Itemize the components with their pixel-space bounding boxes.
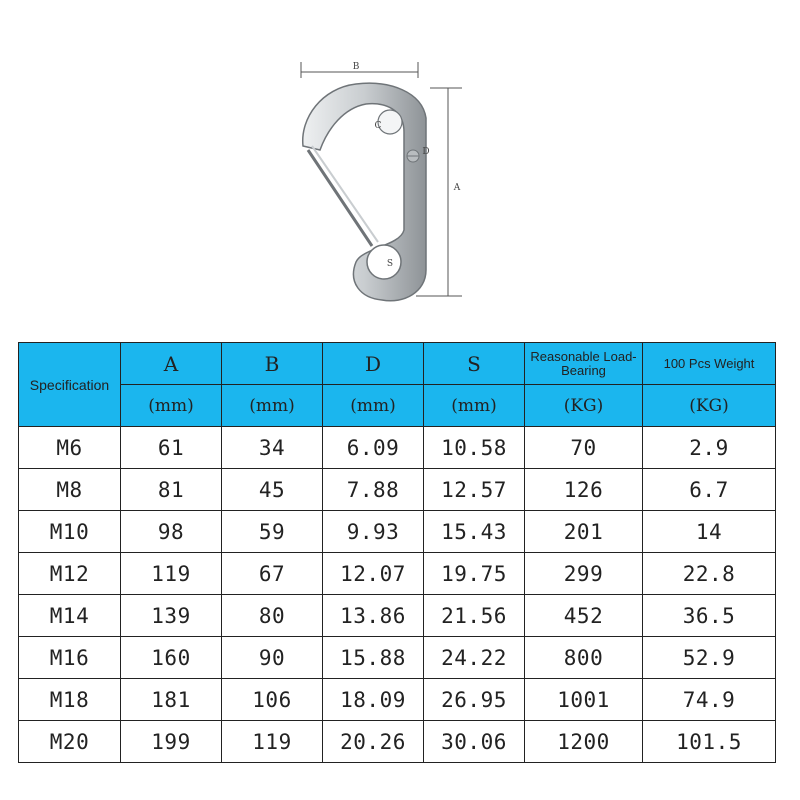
label-s: S: [386, 259, 394, 269]
header-row-units: [19, 385, 776, 427]
cell-load-bearing: 1200: [525, 721, 643, 763]
dimension-b: [301, 62, 418, 78]
table-row: [19, 595, 776, 637]
cell-a: 181: [121, 679, 222, 721]
cell-s: 15.43: [424, 511, 525, 553]
cell-spec: M8: [19, 469, 121, 511]
cell-d: 18.09: [323, 679, 424, 721]
cell-spec: M16: [19, 637, 121, 679]
cell-s: 10.58: [424, 427, 525, 469]
cell-a: 199: [121, 721, 222, 763]
label-a: A: [453, 183, 461, 193]
cell-s: 26.95: [424, 679, 525, 721]
table-row: [19, 679, 776, 721]
cell-d: 12.07: [323, 553, 424, 595]
cell-b: 67: [222, 553, 323, 595]
label-b: B: [352, 62, 360, 72]
unit-b: (mm): [222, 385, 323, 427]
cell-spec: M18: [19, 679, 121, 721]
cell-s: 19.75: [424, 553, 525, 595]
cell-d: 6.09: [323, 427, 424, 469]
header-specification: Specification: [19, 343, 121, 427]
cell-s: 21.56: [424, 595, 525, 637]
cell-b: 45: [222, 469, 323, 511]
cell-spec: M6: [19, 427, 121, 469]
header-s: S: [424, 343, 525, 385]
cell-b: 80: [222, 595, 323, 637]
carabiner-gate: [308, 146, 378, 246]
cell-weight: 22.8: [643, 553, 776, 595]
unit-weight: (KG): [643, 385, 776, 427]
header-weight: 100 Pcs Weight: [643, 343, 776, 385]
unit-d: (mm): [323, 385, 424, 427]
cell-b: 59: [222, 511, 323, 553]
header-row-letters: [19, 343, 776, 385]
cell-load-bearing: 299: [525, 553, 643, 595]
cell-load-bearing: 70: [525, 427, 643, 469]
cell-a: 81: [121, 469, 222, 511]
table-body: [19, 427, 776, 763]
cell-load-bearing: 800: [525, 637, 643, 679]
cell-weight: 36.5: [643, 595, 776, 637]
unit-a: (mm): [121, 385, 222, 427]
cell-a: 139: [121, 595, 222, 637]
specification-table: [18, 342, 776, 763]
cell-weight: 6.7: [643, 469, 776, 511]
cell-b: 90: [222, 637, 323, 679]
cell-d: 13.86: [323, 595, 424, 637]
table-row: [19, 427, 776, 469]
table-row: [19, 553, 776, 595]
cell-b: 119: [222, 721, 323, 763]
header-load-bearing: Reasonable Load-Bearing: [525, 343, 643, 385]
cell-load-bearing: 452: [525, 595, 643, 637]
unit-load-bearing: (KG): [525, 385, 643, 427]
cell-b: 34: [222, 427, 323, 469]
cell-s: 30.06: [424, 721, 525, 763]
cell-weight: 52.9: [643, 637, 776, 679]
cell-a: 98: [121, 511, 222, 553]
cell-weight: 101.5: [643, 721, 776, 763]
cell-d: 7.88: [323, 469, 424, 511]
carabiner-body: [303, 83, 426, 301]
cell-d: 20.26: [323, 721, 424, 763]
cell-spec: M20: [19, 721, 121, 763]
cell-s: 24.22: [424, 637, 525, 679]
cell-d: 15.88: [323, 637, 424, 679]
header-d: D: [323, 343, 424, 385]
cell-load-bearing: 1001: [525, 679, 643, 721]
label-d: D: [422, 147, 430, 157]
cell-a: 61: [121, 427, 222, 469]
header-b: B: [222, 343, 323, 385]
cell-d: 9.93: [323, 511, 424, 553]
cell-a: 119: [121, 553, 222, 595]
table-row: [19, 637, 776, 679]
carabiner-diagram: [0, 0, 800, 330]
cell-spec: M14: [19, 595, 121, 637]
table-row: [19, 721, 776, 763]
cell-b: 106: [222, 679, 323, 721]
cell-weight: 74.9: [643, 679, 776, 721]
cell-load-bearing: 201: [525, 511, 643, 553]
label-c: C: [374, 121, 382, 131]
cell-spec: M12: [19, 553, 121, 595]
header-a: A: [121, 343, 222, 385]
table-row: [19, 511, 776, 553]
cell-weight: 14: [643, 511, 776, 553]
cell-a: 160: [121, 637, 222, 679]
cell-s: 12.57: [424, 469, 525, 511]
unit-s: (mm): [424, 385, 525, 427]
table-row: [19, 469, 776, 511]
cell-weight: 2.9: [643, 427, 776, 469]
cell-spec: M10: [19, 511, 121, 553]
cell-load-bearing: 126: [525, 469, 643, 511]
